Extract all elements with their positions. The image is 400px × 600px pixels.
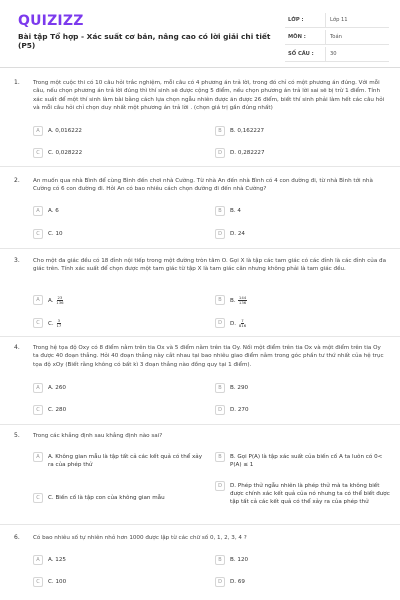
option-b[interactable] xyxy=(215,126,264,136)
meta-row-subject xyxy=(285,30,389,45)
option-letter: B xyxy=(215,126,225,136)
option-letter: A xyxy=(33,295,43,305)
option-b[interactable] xyxy=(215,452,390,469)
quizizz-logo: QUIZIZZ xyxy=(18,13,84,29)
option-text xyxy=(48,295,64,305)
fraction-denominator: 136 xyxy=(238,300,247,305)
question-text: Trong hệ tọa độ Oxy có 8 điểm nằm trên tia Ox và 5 điểm nằm trên tia Oy. Nối một điểm trên tia Ox và một điểm trên tia Oy ta được 40 đoạn thẳng. Hỏi 40 đoạn thẳng này cắt nhau tại bao nhiêu giao điểm nằm trong góc phần tư thứ nhất của hệ trục tọa độ xOy (Biết rằng không có bất kì 3 đoạn thẳng nào đồng quy tại 1 điểm). xyxy=(33,345,384,368)
option-letter: C xyxy=(33,229,43,239)
question-separator xyxy=(0,336,400,337)
option-d[interactable] xyxy=(215,577,245,587)
option-prefix: B. xyxy=(230,298,236,304)
question-text: An muốn qua nhà Bình để cùng Bình đến chơi nhà Cường. Từ nhà An đến nhà Bình có 4 con đường đi, từ nhà Bình tới nhà Cường có 6 con đường đi. Hỏi An có bao nhiêu cách chọn đường đi đến nhà Cường? xyxy=(33,178,373,193)
option-a[interactable] xyxy=(33,206,59,216)
option-a[interactable] xyxy=(33,452,208,469)
question-number: 6. xyxy=(14,534,20,541)
question-number: 4. xyxy=(14,344,20,351)
worksheet-meta xyxy=(285,13,389,64)
meta-row-count xyxy=(285,47,389,62)
meta-value: Lớp 11 xyxy=(325,13,389,27)
option-text: A. 260 xyxy=(48,385,66,391)
option-text: D. 24 xyxy=(230,231,245,237)
option-text xyxy=(230,318,246,328)
question-text: Trong các khẳng định sau khẳng định nào sai? xyxy=(33,433,163,439)
fraction-numerator: 3 xyxy=(57,318,61,323)
question-number: 2. xyxy=(14,177,20,184)
option-d[interactable] xyxy=(215,229,245,239)
option-letter: D xyxy=(215,229,225,239)
option-a[interactable] xyxy=(33,383,66,393)
option-text: C. 0,028222 xyxy=(48,150,83,156)
option-c[interactable] xyxy=(33,405,66,415)
option-text: A. Không gian mẫu là tập tất cả các kết quả có thể xảy ra của phép thử xyxy=(48,454,203,468)
question-number: 3. xyxy=(14,257,20,264)
option-letter: C xyxy=(33,318,43,328)
option-b[interactable] xyxy=(215,206,241,216)
option-text: D. 270 xyxy=(230,407,249,413)
question-number: 1. xyxy=(14,79,20,86)
option-d[interactable] xyxy=(215,481,390,506)
option-letter: B xyxy=(215,383,225,393)
fraction xyxy=(238,296,246,305)
option-text xyxy=(48,318,61,328)
option-text: B. 120 xyxy=(230,557,249,563)
option-c[interactable] xyxy=(33,148,82,158)
question-separator xyxy=(0,248,400,249)
option-letter: A xyxy=(33,452,43,462)
fraction xyxy=(239,319,246,328)
option-text: B. 0,162227 xyxy=(230,128,265,134)
option-b[interactable] xyxy=(215,383,248,393)
option-d[interactable] xyxy=(215,318,246,328)
option-text: C. Biến cố là tập con của không gian mẫu xyxy=(48,495,165,501)
option-text: B. 4 xyxy=(230,208,241,214)
option-text: C. 100 xyxy=(48,579,67,585)
option-c[interactable] xyxy=(33,229,63,239)
option-text: B. 290 xyxy=(230,385,249,391)
option-letter: D xyxy=(215,405,225,415)
fraction xyxy=(56,319,61,328)
option-text: A. 125 xyxy=(48,557,66,563)
option-letter: B xyxy=(215,206,225,216)
question-text: Cho một đa giác đều có 18 đỉnh nội tiếp trong một đường tròn tâm O. Gọi X là tập các tam giác có các đỉnh là các đỉnh của đa giác trên. Tính xác suất để chọn được một tam giác từ tập X là tam giác cân nhưng không phải là tam giác đều. xyxy=(33,258,387,273)
option-letter: A xyxy=(33,126,43,136)
meta-value: Toán xyxy=(325,30,389,44)
header-divider xyxy=(0,67,400,68)
option-prefix: C. xyxy=(48,321,54,327)
option-d[interactable] xyxy=(215,148,265,158)
question-number: 5. xyxy=(14,432,20,439)
meta-key: SỐ CÂU : xyxy=(288,51,314,57)
option-letter: C xyxy=(33,148,43,158)
option-a[interactable] xyxy=(33,555,66,565)
option-letter: A xyxy=(33,383,43,393)
option-text: C. 280 xyxy=(48,407,67,413)
option-letter: A xyxy=(33,555,43,565)
worksheet-header xyxy=(0,0,400,64)
question-separator xyxy=(0,424,400,425)
option-text: A. 0,016222 xyxy=(48,128,82,134)
fraction-numerator: 144 xyxy=(238,295,247,300)
option-c[interactable] xyxy=(33,318,61,328)
option-prefix: A. xyxy=(48,298,54,304)
fraction-denominator: 816 xyxy=(238,323,247,328)
question-text: Có bao nhiêu số tự nhiên nhỏ hơn 1000 được lập từ các chữ số 0, 1, 2, 3, 4 ? xyxy=(33,535,247,541)
option-text: D. 69 xyxy=(230,579,245,585)
option-letter: D xyxy=(215,577,225,587)
option-letter: A xyxy=(33,206,43,216)
question-separator xyxy=(0,166,400,167)
option-b[interactable] xyxy=(215,295,247,305)
option-letter: C xyxy=(33,577,43,587)
option-a[interactable] xyxy=(33,295,64,305)
option-letter: C xyxy=(33,405,43,415)
option-a[interactable] xyxy=(33,126,82,136)
option-c[interactable] xyxy=(33,493,208,503)
meta-row-grade xyxy=(285,13,389,28)
option-letter: B xyxy=(215,295,225,305)
option-text xyxy=(230,295,247,305)
option-letter: D xyxy=(215,481,225,491)
option-text: C. 10 xyxy=(48,231,63,237)
fraction-numerator: 7 xyxy=(241,318,244,323)
option-letter: B xyxy=(215,555,225,565)
option-text: D. 0,282227 xyxy=(230,150,265,156)
meta-key: MÔN : xyxy=(288,34,306,40)
option-letter: D xyxy=(215,148,225,158)
option-d[interactable] xyxy=(215,405,249,415)
option-text: A. 6 xyxy=(48,208,59,214)
worksheet-title: Bài tập Tổ hợp - Xác suất cơ bản, nâng cao có lời giải chi tiết (P5) xyxy=(18,32,271,50)
meta-key: LỚP : xyxy=(288,17,304,23)
option-letter: B xyxy=(215,452,225,462)
option-letter: C xyxy=(33,493,43,503)
question-separator xyxy=(0,524,400,525)
option-c[interactable] xyxy=(33,577,66,587)
fraction-denominator: 17 xyxy=(56,323,62,328)
question-text: Trong một cuộc thi có 10 câu hỏi trắc nghiệm, mỗi câu có 4 phương án trả lời, trong đó chỉ có một phương án đúng. Với mỗi câu, nếu chọn phương án trả lời đúng thì thí sinh sẽ được cộng 5 điểm, nếu chọn phương án trả lời sai sẽ bị trừ 1 điểm. Tính xác suất để một thí sinh làm bài bằng cách lựa chọn ngẫu nhiên được ăn được 26 điểm, biết thí sinh phải làm hết các câu hỏi và mỗi câu hỏi chỉ chọn duy nhất một phương án trả lời . (chọn giá trị gần đúng nhất) xyxy=(33,80,385,111)
option-b[interactable] xyxy=(215,555,248,565)
option-text: D. Phép thử ngẫu nhiên là phép thử mà ta không biết được chính xác kết quả của nó nhưng ta có thể biết được tập tất cả các kết quả có thể xảy ra của phép thử xyxy=(230,483,390,505)
option-text: B. Gọi P(A) là tập xác suất của biến cố A ta luôn có 0< P(A) ≤ 1 xyxy=(230,454,383,468)
meta-value: 30 xyxy=(325,47,389,61)
option-letter: D xyxy=(215,318,225,328)
fraction xyxy=(56,296,63,305)
fraction-denominator: 136 xyxy=(56,300,64,305)
fraction-numerator: 23 xyxy=(57,295,63,300)
option-prefix: D. xyxy=(230,321,237,327)
